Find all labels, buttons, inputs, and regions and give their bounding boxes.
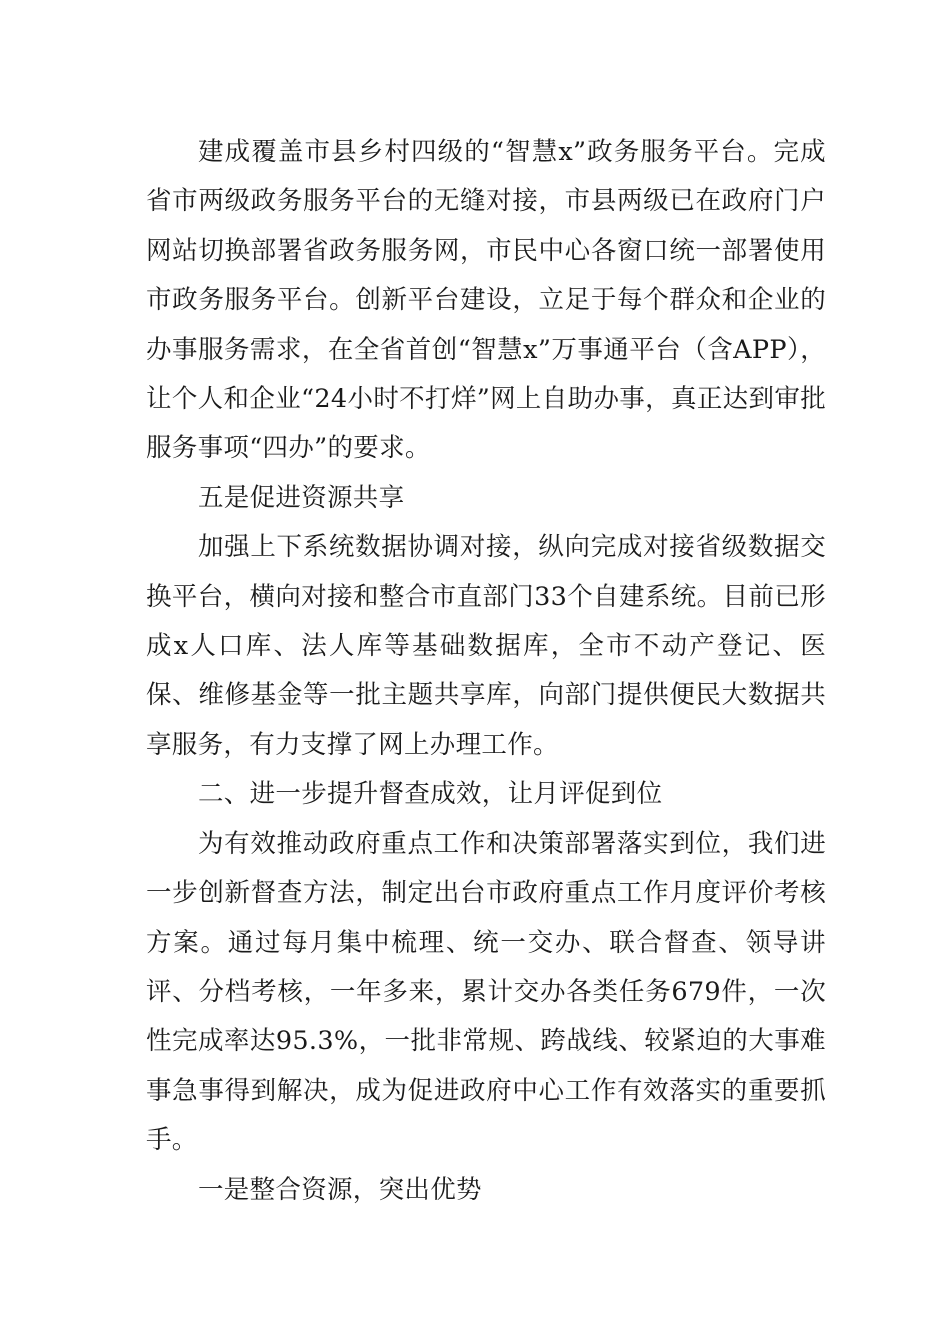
heading-integrate-resources: 一是整合资源，突出优势	[198, 1174, 482, 1205]
paragraph-platform: 建成覆盖市县乡村四级的“智慧x”政务服务平台。完成省市两级政务服务平台的无缝对接，市县两级已在政府门户网站切换部署省政务服务网，市民中心各窗口统一部署使用市政务服务平台。创新平台建设，立足于每个群众和企业的办事服务需求，在全省首创“智慧x”万事通平台（含APP），让个人和企业“24小时不打烊”网上自助办事，真正达到审批服务事项“四办”的要求。	[146, 137, 826, 464]
document-body	[146, 128, 826, 1215]
paragraph-data-docking: 加强上下系统数据协调对接，纵向完成对接省级数据交换平台，横向对接和整合市直部门33个自建系统。目前已形成x人口库、法人库等基础数据库，全市不动产登记、医保、维修基金等一批主题共享库，向部门提供便民大数据共享服务，有力支撑了网上办理工作。	[146, 532, 826, 760]
heading-resource-sharing: 五是促进资源共享	[198, 482, 405, 513]
paragraph-monthly-review: 为有效推动政府重点工作和决策部署落实到位，我们进一步创新督查方法，制定出台市政府重点工作月度评价考核方案。通过每月集中梳理、统一交办、联合督查、领导讲评、分档考核，一年多来，累计交办各类任务679件，一次性完成率达95.3%，一批非常规、跨战线、较紧迫的大事难事急事得到解决，成为促进政府中心工作有效落实的重要抓手。	[146, 828, 826, 1156]
heading-supervision: 二、进一步提升督查成效，让月评促到位	[198, 779, 663, 810]
